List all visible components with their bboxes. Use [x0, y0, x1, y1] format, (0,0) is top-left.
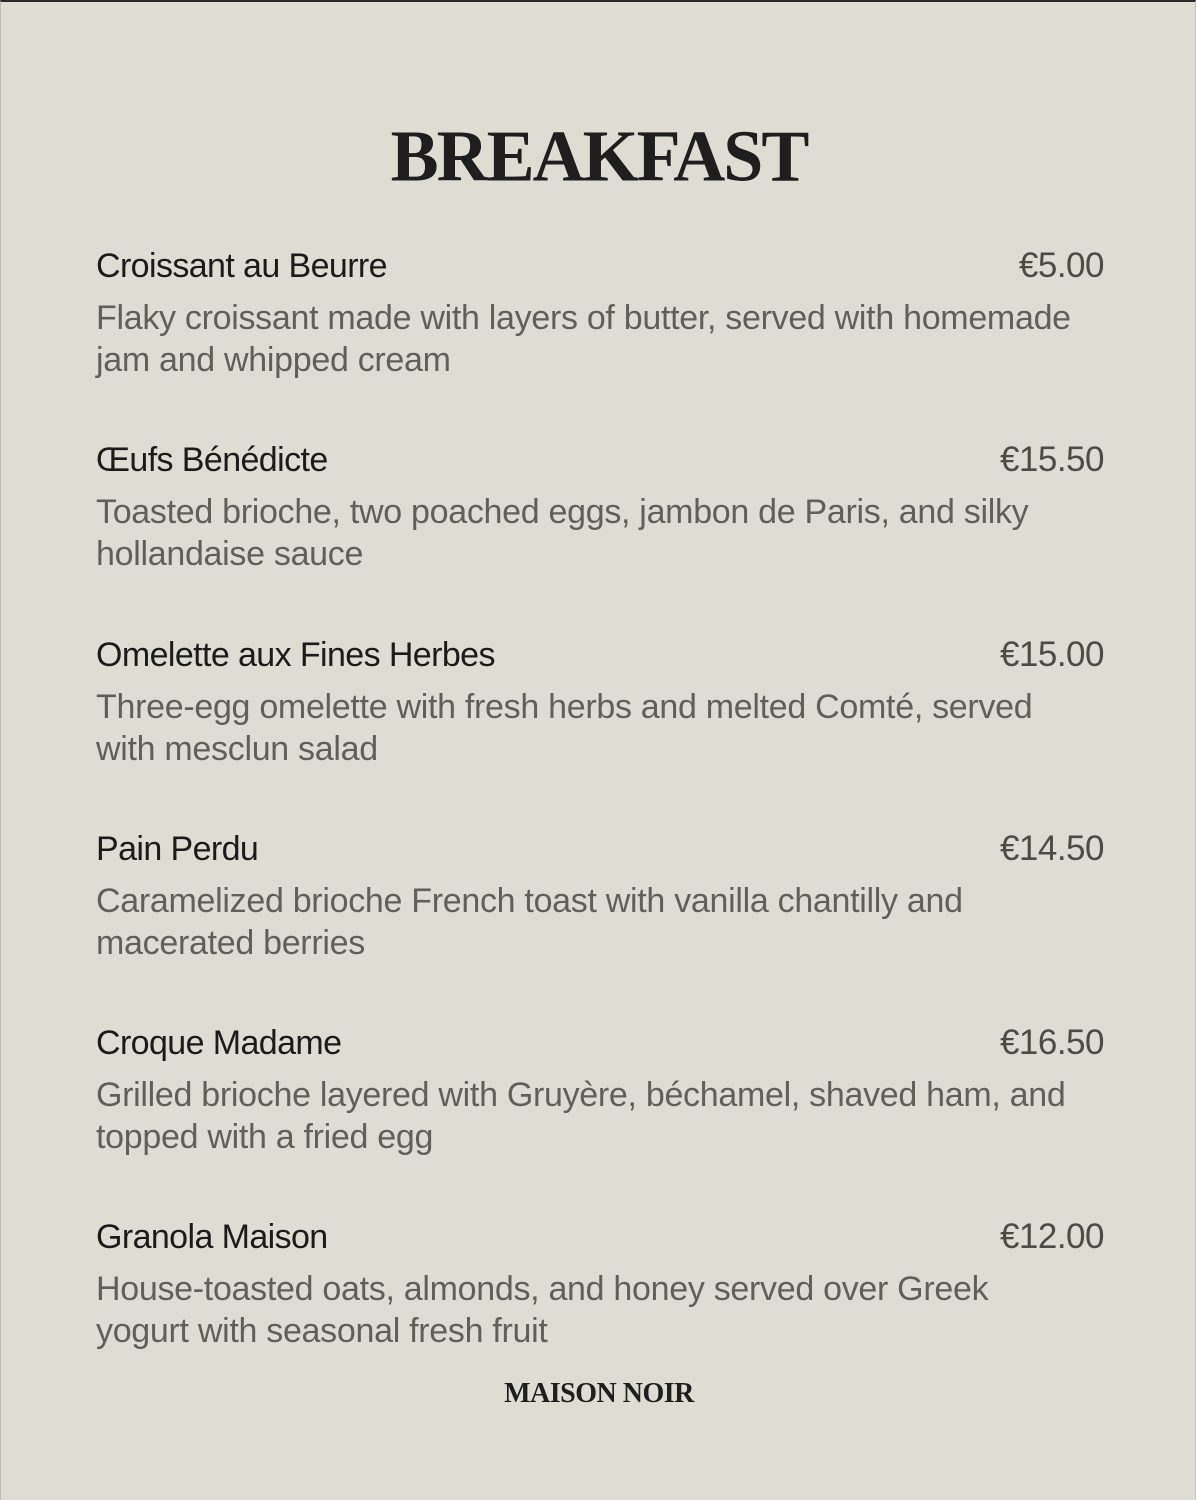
menu-item [96, 434, 1104, 628]
menu-item-description: Caramelized brioche French toast with vanilla chantilly and macerated berries [96, 881, 963, 962]
menu-item [96, 1017, 1104, 1211]
menu-item-description: Flaky croissant made with layers of butter, served with homemade jam and whipped cream [96, 299, 1071, 379]
menu-item-header [96, 823, 1104, 875]
menu-item-price: €15.00 [999, 634, 1104, 674]
menu-items [96, 240, 1104, 1406]
menu-item-price: €5.00 [1018, 246, 1104, 285]
menu-item-header [96, 629, 1104, 681]
menu-item-price: €14.50 [999, 828, 1104, 868]
menu-item-price: €15.50 [999, 440, 1104, 480]
menu-item-price: €16.50 [999, 1023, 1104, 1063]
menu-item-header [96, 240, 1104, 292]
menu-title: BREAKFAST [390, 115, 808, 197]
menu-item-header [96, 434, 1104, 486]
menu-item-description: House-toasted oats, almonds, and honey served over Greek yogurt with seasonal fresh fruit [96, 1270, 989, 1351]
menu-item-name: Œufs Bénédicte [96, 441, 328, 480]
brand-logo-text: MAISON NOIR [504, 1378, 694, 1409]
menu-item-description: Toasted brioche, two poached eggs, jambon de Paris, and silky hollandaise sauce [96, 493, 1029, 574]
menu-item-name: Omelette aux Fines Herbes [96, 635, 495, 674]
menu-item-description: Three-egg omelette with fresh herbs and melted Comté, served with mesclun salad [96, 687, 1033, 768]
menu-item-price: €12.00 [999, 1217, 1104, 1257]
menu-item-description: Grilled brioche layered with Gruyère, béchamel, shaved ham, and topped with a fried egg [96, 1076, 1066, 1157]
menu-item-name: Croque Madame [96, 1024, 342, 1063]
menu-item-name: Granola Maison [96, 1218, 328, 1257]
menu-item [96, 240, 1104, 434]
menu-item-name: Pain Perdu [96, 829, 259, 868]
menu-item-header [96, 1017, 1104, 1069]
menu-item [96, 629, 1104, 823]
menu-item-header [96, 1211, 1104, 1263]
menu-item-name: Croissant au Beurre [96, 247, 387, 285]
menu-item [96, 823, 1104, 1017]
